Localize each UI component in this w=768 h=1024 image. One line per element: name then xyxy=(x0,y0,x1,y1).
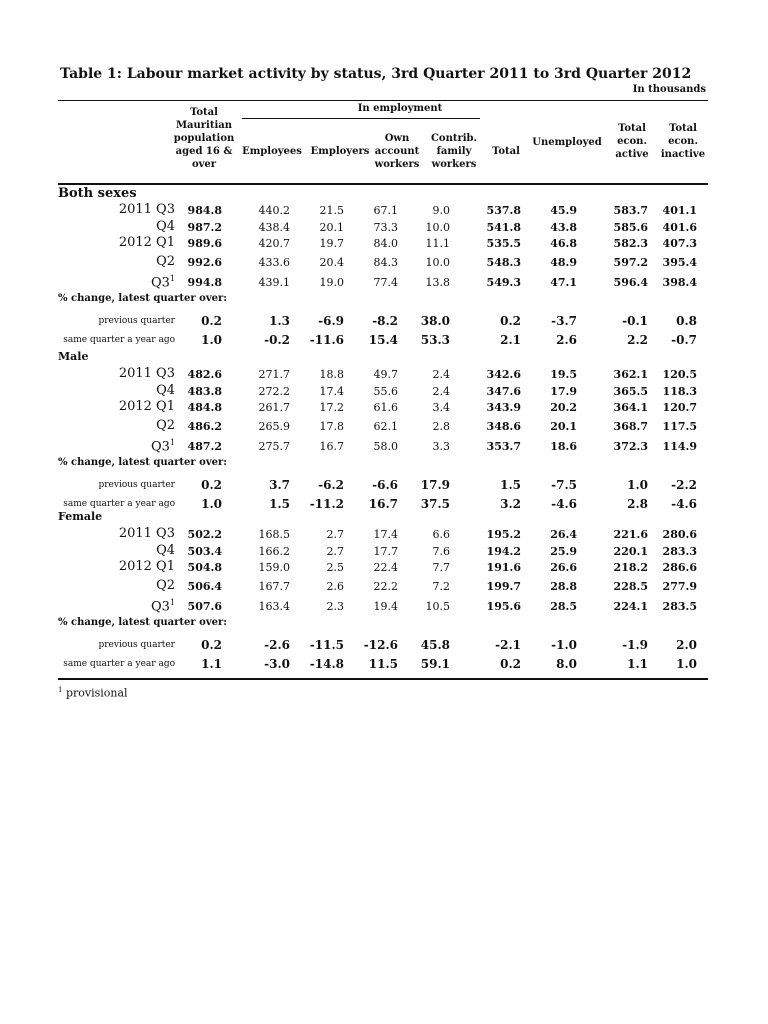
table-cell: -11.2 xyxy=(309,497,344,511)
table-cell: 7.7 xyxy=(432,561,450,574)
row-label xyxy=(0,598,175,614)
table-cell: 17.9 xyxy=(420,478,450,492)
table-cell: 0.2 xyxy=(201,638,222,652)
table-cell: 21.5 xyxy=(319,204,344,217)
table-cell: 3.3 xyxy=(432,440,450,453)
table-cell: 59.1 xyxy=(420,657,450,671)
table-cell: 484.8 xyxy=(187,401,222,414)
table-cell: 218.2 xyxy=(613,561,648,574)
column-header: Own account workers xyxy=(374,133,420,170)
table-cell: 84.3 xyxy=(373,256,398,269)
change-row-label: previous quarter xyxy=(98,316,175,326)
table-cell: 17.4 xyxy=(373,528,398,541)
table-cell: 372.3 xyxy=(613,440,648,453)
table-cell: 2.3 xyxy=(326,600,344,613)
table-cell: 283.3 xyxy=(662,545,697,558)
table-cell: 2.6 xyxy=(556,333,577,347)
table-cell: -0.2 xyxy=(264,333,290,347)
table-cell: -0.7 xyxy=(671,333,697,347)
table-cell: 353.7 xyxy=(486,440,521,453)
change-label: % change, latest quarter over: xyxy=(58,617,227,628)
table-cell: 191.6 xyxy=(486,561,521,574)
table-cell: -1.0 xyxy=(551,638,577,652)
row-label xyxy=(0,383,175,398)
provisional-marker: 1 xyxy=(169,598,175,607)
table-cell: 506.4 xyxy=(187,580,222,593)
table-cell: 1.1 xyxy=(201,657,222,671)
table-cell: 347.6 xyxy=(486,385,521,398)
table-cell: 1.0 xyxy=(201,497,222,511)
table-cell: -2.1 xyxy=(495,638,521,652)
table-cell: 286.6 xyxy=(662,561,697,574)
table-cell: 20.1 xyxy=(319,221,344,234)
row-label-text: Q4 xyxy=(156,543,175,558)
column-header: Total econ. inactive xyxy=(660,123,706,160)
table-cell: 502.2 xyxy=(187,528,222,541)
row-label-text: Q2 xyxy=(156,418,175,433)
table-cell: 597.2 xyxy=(613,256,648,269)
table-cell: 16.7 xyxy=(368,497,398,511)
table-cell: 2.6 xyxy=(326,580,344,593)
table-cell: 16.7 xyxy=(319,440,344,453)
row-label xyxy=(0,418,175,433)
row-label-text: Q4 xyxy=(156,383,175,398)
table-cell: 20.1 xyxy=(550,420,577,433)
table-cell: 26.4 xyxy=(550,528,577,541)
row-label xyxy=(0,219,175,234)
table-cell: 199.7 xyxy=(486,580,521,593)
table-cell: 2.8 xyxy=(432,420,450,433)
table-cell: 283.5 xyxy=(662,600,697,613)
table-cell: 10.5 xyxy=(425,600,450,613)
table-cell: 2.5 xyxy=(326,561,344,574)
row-label-text: 2012 Q1 xyxy=(118,559,175,574)
table-cell: 3.4 xyxy=(432,401,450,414)
table-cell: 368.7 xyxy=(613,420,648,433)
table-cell: 120.7 xyxy=(662,401,697,414)
table-cell: 10.0 xyxy=(425,221,450,234)
table-cell: 17.4 xyxy=(319,385,344,398)
table-cell: 120.5 xyxy=(662,368,697,381)
row-label xyxy=(0,235,175,250)
table-cell: 117.5 xyxy=(662,420,697,433)
table-cell: 401.1 xyxy=(662,204,697,217)
table-cell: 7.2 xyxy=(432,580,450,593)
table-cell: 19.7 xyxy=(319,237,344,250)
footnote-text: provisional xyxy=(65,686,128,700)
table-cell: 53.3 xyxy=(420,333,450,347)
row-label-text: Q2 xyxy=(156,254,175,269)
row-label xyxy=(0,526,175,541)
table-cell: 365.5 xyxy=(613,385,648,398)
table-cell: 3.7 xyxy=(269,478,290,492)
table-cell: -6.9 xyxy=(318,314,344,328)
row-label-text: Q4 xyxy=(156,219,175,234)
table-cell: 18.6 xyxy=(550,440,577,453)
table-cell: 0.2 xyxy=(500,657,521,671)
table-cell: 984.8 xyxy=(187,204,222,217)
table-cell: 28.8 xyxy=(550,580,577,593)
section-label: Both sexes xyxy=(58,186,137,201)
row-label-text: Q2 xyxy=(156,578,175,593)
change-row-label: previous quarter xyxy=(98,480,175,490)
table-cell: 9.0 xyxy=(432,204,450,217)
table-cell: 221.6 xyxy=(613,528,648,541)
table-cell: 1.0 xyxy=(201,333,222,347)
table-cell: 582.3 xyxy=(613,237,648,250)
table-cell: 535.5 xyxy=(486,237,521,250)
row-label-text: Q3 xyxy=(150,599,170,615)
table-cell: 159.0 xyxy=(258,561,290,574)
table-cell: 58.0 xyxy=(373,440,398,453)
table-cell: 583.7 xyxy=(613,204,648,217)
table-cell: 77.4 xyxy=(373,276,398,289)
table-cell: -3.7 xyxy=(551,314,577,328)
table-cell: 507.6 xyxy=(187,600,222,613)
column-header: Total Mauritian population aged 16 & over xyxy=(173,107,235,170)
table-cell: 20.4 xyxy=(319,256,344,269)
table-cell: 487.2 xyxy=(187,440,222,453)
table-cell: 37.5 xyxy=(420,497,450,511)
table-cell: -2.2 xyxy=(671,478,697,492)
table-cell: 45.8 xyxy=(420,638,450,652)
table-cell: 1.0 xyxy=(676,657,697,671)
table-cell: 401.6 xyxy=(662,221,697,234)
table-cell: 166.2 xyxy=(258,545,290,558)
table-cell: 439.1 xyxy=(258,276,290,289)
row-label-text: 2012 Q1 xyxy=(118,235,175,250)
table-cell: 483.8 xyxy=(187,385,222,398)
table-cell: 992.6 xyxy=(187,256,222,269)
table-cell: -14.8 xyxy=(309,657,344,671)
table-cell: 989.6 xyxy=(187,237,222,250)
table-cell: 504.8 xyxy=(187,561,222,574)
table-cell: 163.4 xyxy=(258,600,290,613)
row-label-text: 2011 Q3 xyxy=(118,526,175,541)
table-cell: 433.6 xyxy=(258,256,290,269)
table-cell: 20.2 xyxy=(550,401,577,414)
table-cell: 596.4 xyxy=(613,276,648,289)
table-cell: -4.6 xyxy=(671,497,697,511)
column-header: Employers xyxy=(310,146,370,157)
table-cell: 15.4 xyxy=(368,333,398,347)
table-cell: 55.6 xyxy=(373,385,398,398)
table-cell: 45.9 xyxy=(550,204,577,217)
table-cell: 275.7 xyxy=(258,440,290,453)
table-cell: 2.1 xyxy=(500,333,521,347)
row-label xyxy=(0,543,175,558)
table-cell: 8.0 xyxy=(556,657,577,671)
units-note: In thousands xyxy=(632,84,706,95)
table-cell: 25.9 xyxy=(550,545,577,558)
table-cell: 17.7 xyxy=(373,545,398,558)
table-cell: 114.9 xyxy=(662,440,697,453)
table-cell: 342.6 xyxy=(486,368,521,381)
table-cell: 0.2 xyxy=(500,314,521,328)
table-cell: 168.5 xyxy=(258,528,290,541)
table-cell: 28.5 xyxy=(550,600,577,613)
table-cell: 548.3 xyxy=(486,256,521,269)
table-cell: 261.7 xyxy=(258,401,290,414)
table-cell: 585.6 xyxy=(613,221,648,234)
table-cell: 195.6 xyxy=(486,600,521,613)
table-cell: 73.3 xyxy=(373,221,398,234)
table-cell: 2.8 xyxy=(627,497,648,511)
table-cell: -7.5 xyxy=(551,478,577,492)
table-cell: 118.3 xyxy=(662,385,697,398)
table-cell: 1.1 xyxy=(627,657,648,671)
table-cell: 440.2 xyxy=(258,204,290,217)
table-cell: 265.9 xyxy=(258,420,290,433)
table-cell: 994.8 xyxy=(187,276,222,289)
table-cell: 1.5 xyxy=(500,478,521,492)
table-cell: 2.4 xyxy=(432,368,450,381)
table-cell: -0.1 xyxy=(622,314,648,328)
table-cell: 61.6 xyxy=(373,401,398,414)
table-cell: 7.6 xyxy=(432,545,450,558)
row-label-text: Q3 xyxy=(150,439,170,455)
table-cell: -11.5 xyxy=(309,638,344,652)
table-cell: 19.0 xyxy=(319,276,344,289)
table-cell: -11.6 xyxy=(309,333,344,347)
row-label xyxy=(0,399,175,414)
table-cell: 22.4 xyxy=(373,561,398,574)
table-cell: 486.2 xyxy=(187,420,222,433)
row-label-text: 2011 Q3 xyxy=(118,202,175,217)
table-cell: 2.7 xyxy=(326,545,344,558)
table-cell: 362.1 xyxy=(613,368,648,381)
table-cell: 503.4 xyxy=(187,545,222,558)
table-cell: 13.8 xyxy=(425,276,450,289)
change-label: % change, latest quarter over: xyxy=(58,457,227,468)
table-cell: -1.9 xyxy=(622,638,648,652)
table-cell: -6.6 xyxy=(372,478,398,492)
section-label: Female xyxy=(58,510,103,523)
table-cell: 47.1 xyxy=(550,276,577,289)
provisional-marker: 1 xyxy=(169,438,175,447)
change-row-label: same quarter a year ago xyxy=(63,335,175,345)
table-cell: 348.6 xyxy=(486,420,521,433)
table-cell: 224.1 xyxy=(613,600,648,613)
row-label xyxy=(0,438,175,454)
table-cell: 541.8 xyxy=(486,221,521,234)
table-cell: 482.6 xyxy=(187,368,222,381)
table-cell: 18.8 xyxy=(319,368,344,381)
table-cell: 17.9 xyxy=(550,385,577,398)
table-cell: 3.2 xyxy=(500,497,521,511)
table-cell: 67.1 xyxy=(373,204,398,217)
table-cell: 398.4 xyxy=(662,276,697,289)
table-cell: 17.8 xyxy=(319,420,344,433)
provisional-marker: 1 xyxy=(169,274,175,283)
table-cell: 2.0 xyxy=(676,638,697,652)
table-cell: 280.6 xyxy=(662,528,697,541)
table-cell: 6.6 xyxy=(432,528,450,541)
table-cell: 1.5 xyxy=(269,497,290,511)
table-cell: 84.0 xyxy=(373,237,398,250)
table-cell: 195.2 xyxy=(486,528,521,541)
table-cell: 0.2 xyxy=(201,478,222,492)
table-cell: 2.7 xyxy=(326,528,344,541)
group-header-rule xyxy=(242,118,480,119)
table-cell: 407.3 xyxy=(662,237,697,250)
table-cell: 19.4 xyxy=(373,600,398,613)
table-cell: 10.0 xyxy=(425,256,450,269)
table-cell: 167.7 xyxy=(258,580,290,593)
change-row-label: previous quarter xyxy=(98,640,175,650)
table-cell: 48.9 xyxy=(550,256,577,269)
table-cell: -4.6 xyxy=(551,497,577,511)
table-cell: 220.1 xyxy=(613,545,648,558)
table-cell: 62.1 xyxy=(373,420,398,433)
table-cell: 395.4 xyxy=(662,256,697,269)
column-header: Total xyxy=(492,146,520,157)
footnote xyxy=(58,686,128,700)
table-cell: 1.0 xyxy=(627,478,648,492)
table-cell: 537.8 xyxy=(486,204,521,217)
table-cell: 438.4 xyxy=(258,221,290,234)
column-header: Contrib. family workers xyxy=(430,133,478,170)
table-cell: -12.6 xyxy=(363,638,398,652)
table-cell: 2.2 xyxy=(627,333,648,347)
table-title: Table 1: Labour market activity by status, 3rd Quarter 2011 to 3rd Quarter 2012 xyxy=(60,66,692,82)
table-cell: 364.1 xyxy=(613,401,648,414)
table-cell: 549.3 xyxy=(486,276,521,289)
table-cell: 22.2 xyxy=(373,580,398,593)
row-label-text: Q3 xyxy=(150,275,170,291)
table-cell: 271.7 xyxy=(258,368,290,381)
row-label-text: 2011 Q3 xyxy=(118,366,175,381)
table-cell: 26.6 xyxy=(550,561,577,574)
table-cell: 17.2 xyxy=(319,401,344,414)
table-cell: -2.6 xyxy=(264,638,290,652)
row-label xyxy=(0,274,175,290)
table-cell: -3.0 xyxy=(264,657,290,671)
table-cell: 0.8 xyxy=(676,314,697,328)
table-cell: 272.2 xyxy=(258,385,290,398)
table-cell: 19.5 xyxy=(550,368,577,381)
top-rule xyxy=(58,100,708,101)
table-cell: 420.7 xyxy=(258,237,290,250)
row-label xyxy=(0,559,175,574)
table-cell: 343.9 xyxy=(486,401,521,414)
column-header: Total econ. active xyxy=(615,123,649,160)
row-label xyxy=(0,202,175,217)
change-row-label: same quarter a year ago xyxy=(63,499,175,509)
table-cell: 0.2 xyxy=(201,314,222,328)
table-cell: 228.5 xyxy=(613,580,648,593)
header-rule xyxy=(58,183,708,185)
row-label xyxy=(0,366,175,381)
column-header: Employees xyxy=(242,146,302,157)
change-row-label: same quarter a year ago xyxy=(63,659,175,669)
column-header: Unemployed xyxy=(532,137,602,148)
change-label: % change, latest quarter over: xyxy=(58,293,227,304)
footnote-marker: 1 xyxy=(58,686,63,694)
table-cell: 1.3 xyxy=(269,314,290,328)
table-cell: 46.8 xyxy=(550,237,577,250)
section-label: Male xyxy=(58,350,89,363)
table-cell: 49.7 xyxy=(373,368,398,381)
table-cell: 194.2 xyxy=(486,545,521,558)
table-cell: 11.5 xyxy=(368,657,398,671)
table-cell: 38.0 xyxy=(420,314,450,328)
group-header-label: In employment xyxy=(357,103,443,114)
bottom-rule xyxy=(58,678,708,680)
table-cell: -8.2 xyxy=(372,314,398,328)
row-label-text: 2012 Q1 xyxy=(118,399,175,414)
row-label xyxy=(0,578,175,593)
row-label xyxy=(0,254,175,269)
table-cell: 987.2 xyxy=(187,221,222,234)
table-cell: 2.4 xyxy=(432,385,450,398)
table-cell: -6.2 xyxy=(318,478,344,492)
table-cell: 11.1 xyxy=(425,237,450,250)
table-cell: 43.8 xyxy=(550,221,577,234)
table-cell: 277.9 xyxy=(662,580,697,593)
